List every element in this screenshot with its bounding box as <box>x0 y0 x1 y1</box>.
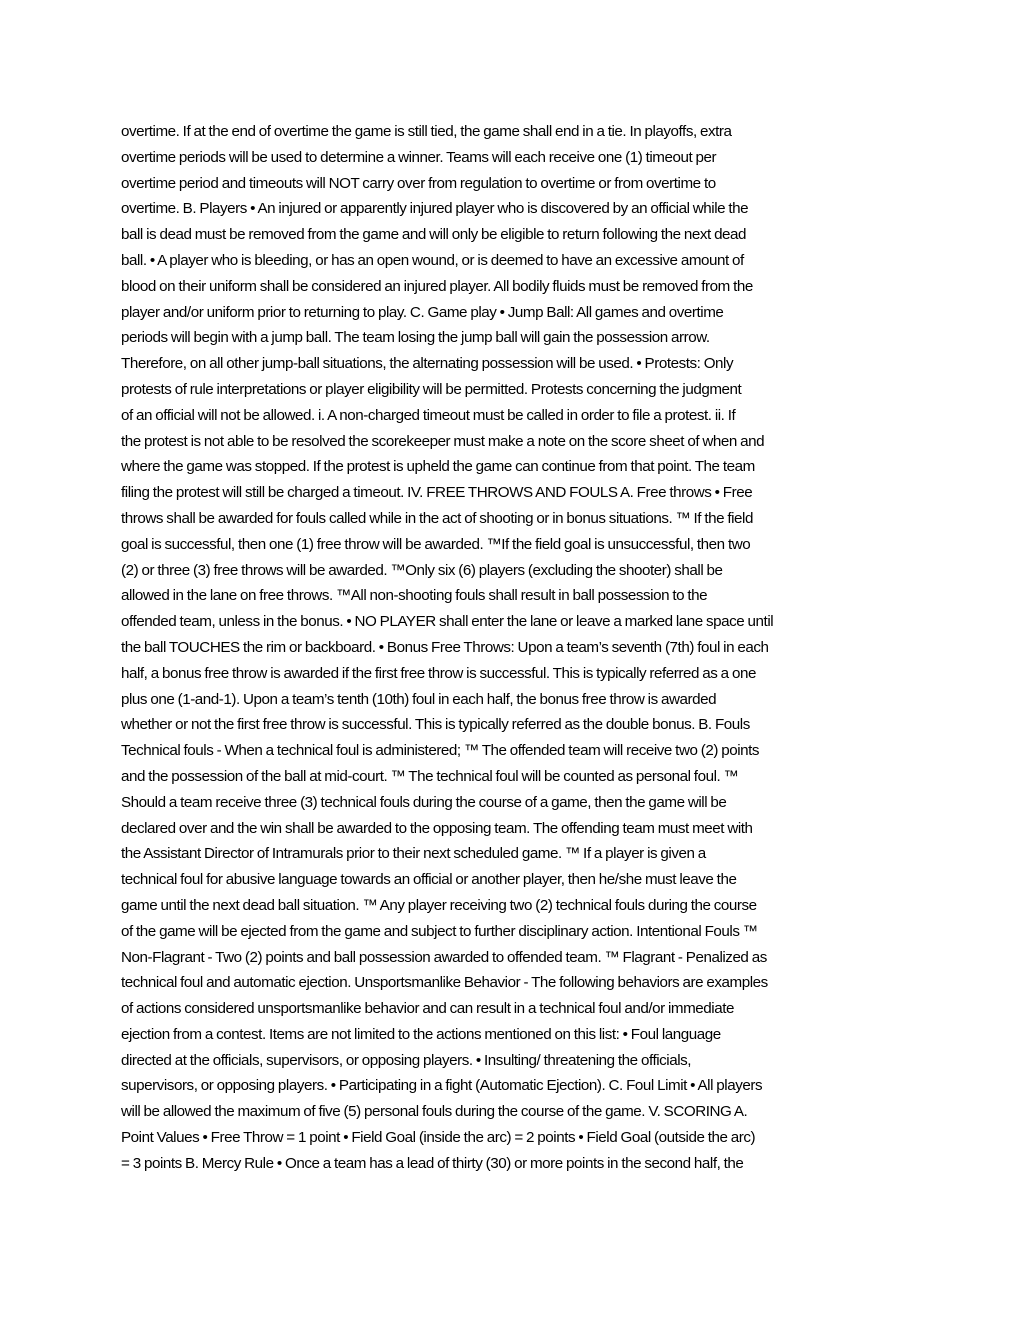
text-line: technical foul and automatic ejection. Unsportsmanlike Behavior - The following behaviors are examples <box>121 974 768 992</box>
text-line: will be allowed the maximum of five (5) personal fouls during the course of the game. V. SCORING A. <box>121 1103 748 1121</box>
text-line: overtime. If at the end of overtime the game is still tied, the game shall end in a tie. In playoffs, extra <box>121 123 732 140</box>
text-line: Technical fouls - When a technical foul is administered; ™ The offended team will receive two (2) points <box>121 742 760 760</box>
text-line: Point Values • Free Throw = 1 point • Field Goal (inside the arc) = 2 points • Field Goal (outside the arc) <box>121 1129 756 1147</box>
text-line: of the game will be ejected from the game and subject to further disciplinary action. Intentional Fouls ™ <box>121 922 758 940</box>
text-line: overtime periods will be used to determine a winner. Teams will each receive one (1) timeout per <box>121 148 717 166</box>
text-line: supervisors, or opposing players. • Participating in a fight (Automatic Ejection). C. Foul Limit • All players <box>121 1077 763 1095</box>
text-line: periods will begin with a jump ball. The team losing the jump ball will gain the possession arrow. <box>121 329 710 347</box>
text-line: technical foul for abusive language towards an official or another player, then he/she must leave the <box>121 871 737 889</box>
text-line: Should a team receive three (3) technical fouls during the course of a game, then the game will be <box>121 793 727 811</box>
text-line: (2) or three (3) free throws will be awarded. ™Only six (6) players (excluding the shooter) shall be <box>121 561 723 579</box>
text-line: Therefore, on all other jump-ball situations, the alternating possession will be used. • Protests: Only <box>121 355 734 373</box>
text-line: = 3 points B. Mercy Rule • Once a team has a lead of thirty (30) or more points in the second half, the <box>121 1154 744 1172</box>
text-line: game until the next dead ball situation. ™ Any player receiving two (2) technical fouls during the course <box>121 896 757 914</box>
text-line: overtime. B. Players • An injured or apparently injured player who is discovered by an official while the <box>121 200 749 218</box>
text-line: overtime period and timeouts will NOT carry over from regulation to overtime or from overtime to <box>121 174 716 192</box>
text-line: the ball TOUCHES the rim or backboard. • Bonus Free Throws: Upon a team’s seventh (7th) foul in each <box>121 638 769 656</box>
text-line: plus one (1-and-1). Upon a team’s tenth (10th) foul in each half, the bonus free throw is awarded <box>121 690 717 708</box>
text-line: declared over and the win shall be awarded to the opposing team. The offending team must meet with <box>121 819 753 837</box>
text-line: the protest is not able to be resolved the scorekeeper must make a note on the score sheet of when and <box>121 432 765 450</box>
text-line: goal is successful, then one (1) free throw will be awarded. ™If the field goal is unsuccessful, then two <box>121 535 751 553</box>
text-line: ball is dead must be removed from the game and will only be eligible to return following the next dead <box>121 226 747 244</box>
text-line: of actions considered unsportsmanlike behavior and can result in a technical foul and/or immediate <box>121 1000 734 1018</box>
text-line: where the game was stopped. If the protest is upheld the game can continue from that point. The team <box>121 458 755 476</box>
text-line: allowed in the lane on free throws. ™All non-shooting fouls shall result in ball possession to the <box>121 587 708 605</box>
text-line: directed at the officials, supervisors, or opposing players. • Insulting/ threatening the officials, <box>121 1051 692 1069</box>
text-line: half, a bonus free throw is awarded if the first free throw is successful. This is typically referred as a one <box>121 664 756 682</box>
text-line: ball. • A player who is bleeding, or has an open wound, or is deemed to have an excessive amount of <box>121 251 744 269</box>
text-line: of an official will not be allowed. i. A non-charged timeout must be called in order to file a protest. ii. If <box>121 406 736 424</box>
text-line: offended team, unless in the bonus. • NO PLAYER shall enter the lane or leave a marked lane space until <box>121 613 774 631</box>
text-line: and the possession of the ball at mid-court. ™ The technical foul will be counted as personal foul. ™ <box>121 767 739 785</box>
text-line: player and/or uniform prior to returning to play. C. Game play • Jump Ball: All games and overtime <box>121 303 724 321</box>
text-line: the Assistant Director of Intramurals prior to their next scheduled game. ™ If a player is given a <box>121 845 706 863</box>
text-line: whether or not the first free throw is successful. This is typically referred as the double bonus. B. Fouls <box>121 716 750 734</box>
body-text <box>121 119 921 1177</box>
text-line: ejection from a contest. Items are not limited to the actions mentioned on this list: • Foul language <box>121 1025 721 1043</box>
text-line: filing the protest will still be charged a timeout. IV. FREE THROWS AND FOULS A. Free throws • Free <box>121 484 753 502</box>
text-line: protests of rule interpretations or player eligibility will be permitted. Protests concerning the judgment <box>121 380 742 398</box>
text-line: Non-Flagrant - Two (2) points and ball possession awarded to offended team. ™ Flagrant - Penalized as <box>121 948 767 966</box>
text-line: blood on their uniform shall be considered an injured player. All bodily fluids must be removed from the <box>121 277 753 295</box>
text-line: throws shall be awarded for fouls called while in the act of shooting or in bonus situations. ™ If the field <box>121 509 753 527</box>
